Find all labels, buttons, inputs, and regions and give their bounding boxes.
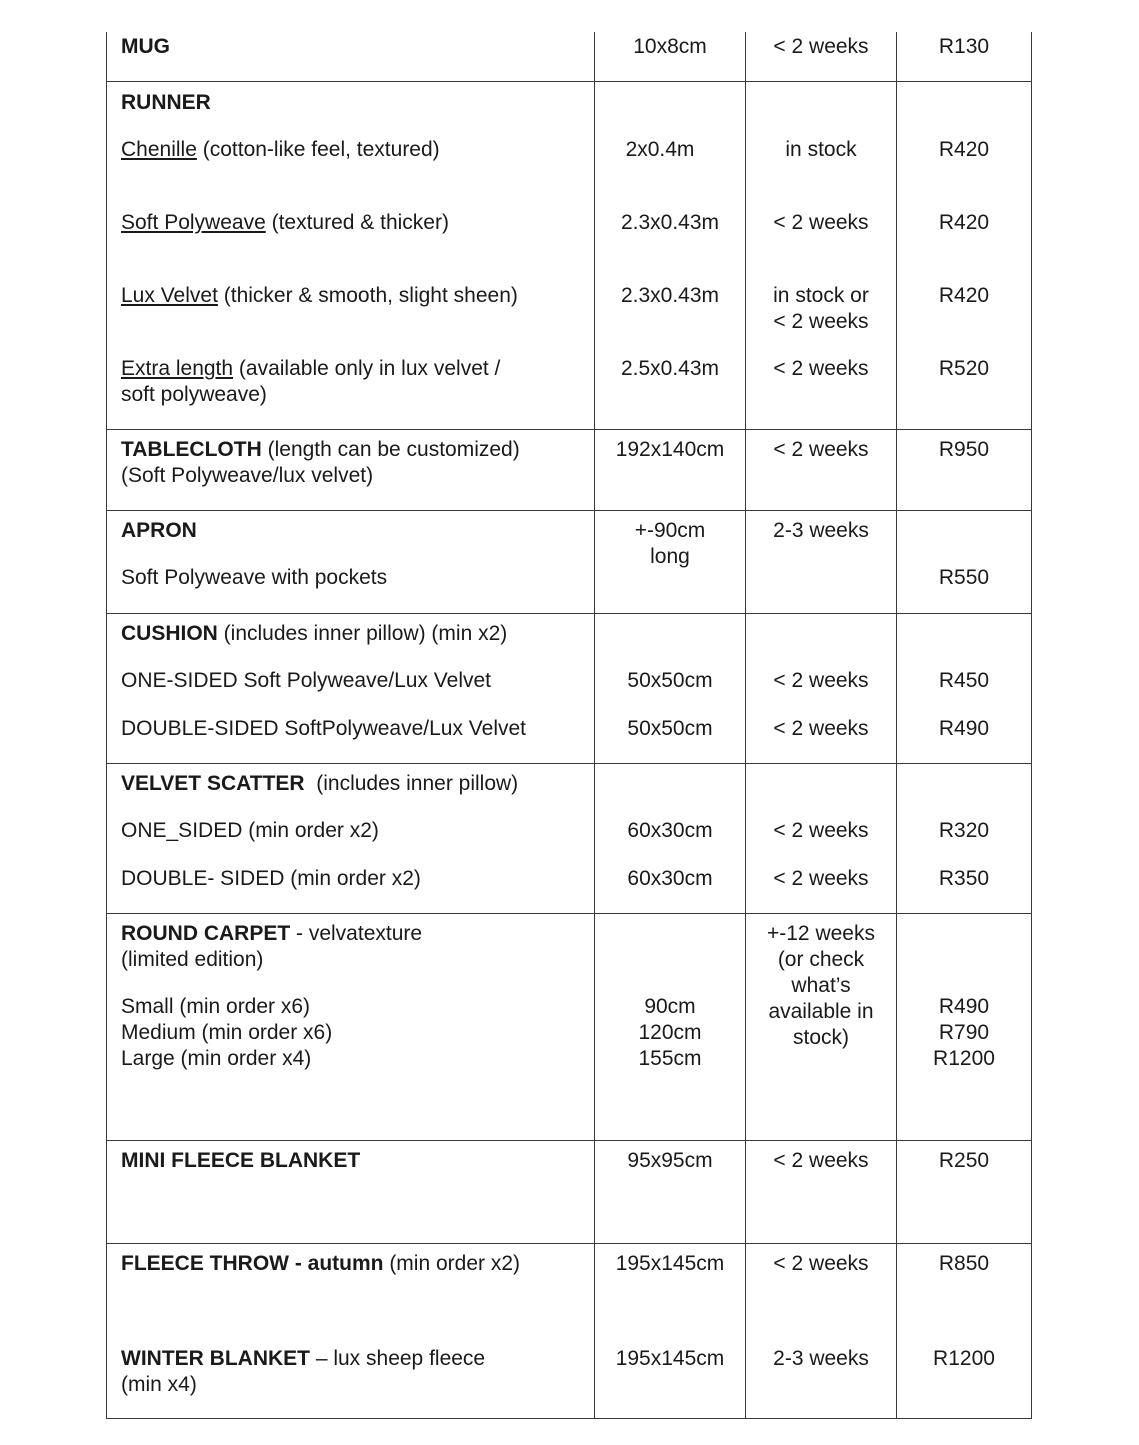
lead-time-cell: < 2 weeks [773, 819, 869, 842]
lead-time-cell: < 2 weeks [773, 717, 869, 740]
product-name: VELVET SCATTER (includes inner pillow) [121, 772, 519, 795]
lead-time-cell: < 2 weeks [773, 669, 869, 692]
size-cell: 2.3x0.43m [620, 211, 720, 234]
lead-time-cell: < 2 weeks [773, 867, 869, 890]
variant-label: ONE-SIDED Soft Polyweave/Lux Velvet [121, 669, 491, 692]
product-name: TABLECLOTH (length can be customized) [121, 438, 520, 461]
size-cell: 60x30cm [627, 867, 713, 890]
size-cell: 60x30cm [627, 819, 713, 842]
variant-label: Chenille (cotton-like feel, textured) [121, 138, 440, 161]
price-cell: R1200 [933, 1047, 995, 1070]
size-cell: 2.5x0.43m [620, 357, 720, 380]
table-row-mug [107, 32, 1032, 82]
size-cell: 195x145cm [615, 1347, 725, 1370]
lead-time-cell: < 2 weeks [773, 211, 869, 234]
lead-time-cell: in stock [785, 138, 857, 161]
product-name: APRON [121, 519, 197, 542]
lead-time-cell: 2-3 weeks [773, 519, 869, 542]
price-list-table [106, 32, 1032, 1419]
size-cell: +-90cm [634, 519, 706, 542]
product-note: (limited edition) [121, 948, 264, 971]
product-name: ROUND CARPET - velvatexture [121, 922, 423, 945]
product-name: MINI FLEECE BLANKET [121, 1149, 361, 1172]
product-name: CUSHION (includes inner pillow) (min x2) [121, 622, 508, 645]
table-row-cushion [107, 614, 1032, 764]
lead-time-cell: < 2 weeks [773, 310, 869, 333]
table-row-velvet-scatter [107, 764, 1032, 914]
variant-label: DOUBLE- SIDED (min order x2) [121, 867, 421, 890]
price-cell: R850 [938, 1252, 990, 1275]
table-row-tablecloth [107, 430, 1032, 511]
price-cell: R790 [938, 1021, 990, 1044]
variant-label: Lux Velvet (thicker & smooth, slight sheen) [121, 284, 518, 307]
size-cell: 10x8cm [633, 35, 707, 58]
size-cell: 195x145cm [615, 1252, 725, 1275]
lead-time-cell: < 2 weeks [773, 1252, 869, 1275]
lead-time-cell: in stock or [773, 284, 869, 307]
lead-time-cell: available in [768, 1000, 874, 1023]
product-note: (min x4) [121, 1373, 197, 1396]
size-cell: long [650, 545, 690, 568]
price-cell: R450 [938, 669, 990, 692]
lead-time-cell: < 2 weeks [773, 1149, 869, 1172]
size-cell: 2.3x0.43m [620, 284, 720, 307]
size-cell: 120cm [638, 1021, 702, 1044]
table-row-fleece-throw [107, 1244, 1032, 1419]
price-cell: R320 [938, 819, 990, 842]
size-cell: 155cm [638, 1047, 702, 1070]
variant-label-cont: soft polyweave) [121, 383, 267, 406]
price-cell: R490 [938, 995, 990, 1018]
size-cell: 50x50cm [627, 669, 713, 692]
price-cell: R1200 [933, 1347, 995, 1370]
lead-time-cell: stock) [792, 1026, 849, 1049]
product-name: RUNNER [121, 91, 211, 114]
lead-time-cell: 2-3 weeks [773, 1347, 869, 1370]
lead-time-cell: < 2 weeks [773, 35, 869, 58]
variant-label: Medium (min order x6) [121, 1021, 333, 1044]
lead-time-cell: < 2 weeks [773, 438, 869, 461]
variant-label: DOUBLE-SIDED SoftPolyweave/Lux Velvet [121, 717, 527, 740]
price-cell: R520 [938, 357, 990, 380]
product-note: (Soft Polyweave/lux velvet) [121, 464, 374, 487]
table-row-mini-fleece-blanket [107, 1141, 1032, 1244]
size-cell: 2x0.4m [625, 138, 695, 161]
lead-time-cell: what’s [791, 974, 851, 997]
variant-label: Small (min order x6) [121, 995, 311, 1018]
product-name: WINTER BLANKET – lux sheep fleece [121, 1347, 486, 1370]
product-note: Soft Polyweave with pockets [121, 566, 388, 589]
price-cell: R420 [938, 138, 990, 161]
product-name: FLEECE THROW - autumn (min order x2) [121, 1252, 521, 1275]
size-cell: 192x140cm [615, 438, 725, 461]
table-row-round-carpet [107, 914, 1032, 1141]
price-cell: R420 [938, 211, 990, 234]
variant-label: Soft Polyweave (textured & thicker) [121, 211, 449, 234]
lead-time-cell: (or check [777, 948, 865, 971]
lead-time-cell: +-12 weeks [767, 922, 875, 945]
product-name: MUG [121, 35, 170, 58]
price-cell: R350 [938, 867, 990, 890]
price-cell: R420 [938, 284, 990, 307]
variant-label: Extra length (available only in lux velvet / [121, 357, 501, 380]
variant-label: Large (min order x4) [121, 1047, 312, 1070]
price-cell: R130 [938, 35, 990, 58]
price-cell: R250 [938, 1149, 990, 1172]
variant-label: ONE_SIDED (min order x2) [121, 819, 379, 842]
price-cell: R490 [938, 717, 990, 740]
lead-time-cell: < 2 weeks [773, 357, 869, 380]
price-cell: R550 [938, 566, 990, 589]
table-row-runner [107, 82, 1032, 430]
price-cell: R950 [938, 438, 990, 461]
size-cell: 90cm [644, 995, 696, 1018]
size-cell: 50x50cm [627, 717, 713, 740]
size-cell: 95x95cm [627, 1149, 713, 1172]
table-row-apron [107, 511, 1032, 614]
